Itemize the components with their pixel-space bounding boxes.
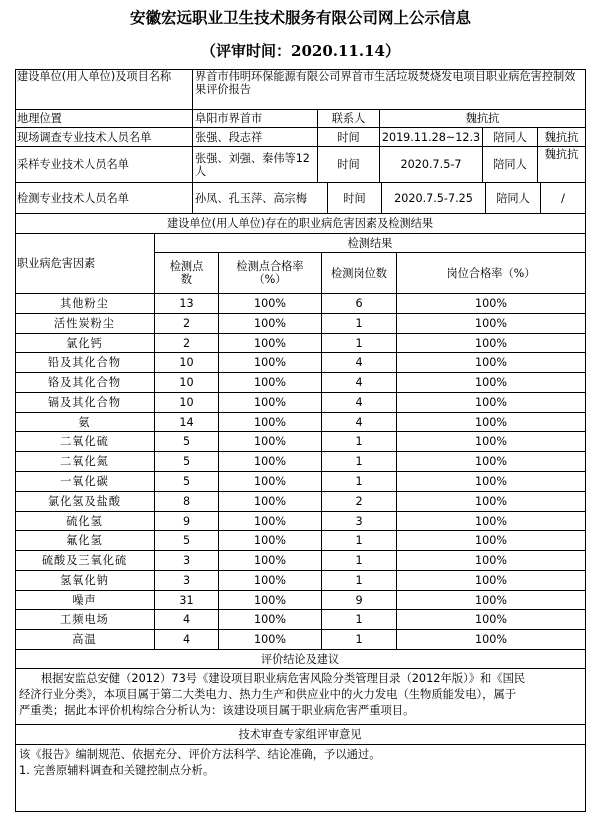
points-cell: 5	[155, 472, 219, 492]
testing-companion: /	[541, 183, 586, 214]
points-cell: 10	[155, 393, 219, 413]
point-rate-cell: 100%	[219, 432, 322, 452]
factor-cell: 噪声	[15, 591, 155, 610]
posts-cell: 1	[322, 531, 397, 551]
testing-names: 孙凤、孔玉萍、高宗梅	[193, 183, 328, 214]
posts-cell: 9	[322, 591, 397, 610]
posts-cell: 1	[322, 630, 397, 650]
post-rate-cell: 100%	[397, 334, 586, 353]
post-rate-cell: 100%	[397, 373, 586, 393]
testing-time: 2020.7.5-7.25	[382, 183, 486, 214]
col-point-rate-header: 检测点合格率（%）	[219, 253, 322, 294]
posts-cell: 3	[322, 512, 397, 531]
conclusion-title: 评价结论及建议	[15, 650, 586, 669]
point-rate-cell: 100%	[219, 294, 322, 314]
col-post-rate-header: 岗位合格率（%）	[397, 253, 586, 294]
review-date: （评审时间：2020.11.14）	[201, 42, 400, 60]
points-cell: 2	[155, 314, 219, 334]
points-cell: 2	[155, 334, 219, 353]
points-cell: 8	[155, 492, 219, 512]
point-rate-cell: 100%	[219, 492, 322, 512]
factor-cell: 高温	[15, 630, 155, 650]
point-rate-cell: 100%	[219, 353, 322, 373]
post-rate-cell: 100%	[397, 591, 586, 610]
point-rate-cell: 100%	[219, 512, 322, 531]
factor-cell: 氟化氢	[15, 531, 155, 551]
points-cell: 14	[155, 413, 219, 432]
factor-cell: 氨	[15, 413, 155, 432]
point-rate-cell: 100%	[219, 531, 322, 551]
points-cell: 5	[155, 531, 219, 551]
points-cell: 4	[155, 630, 219, 650]
posts-cell: 6	[322, 294, 397, 314]
survey-names: 张强、段志祥	[193, 128, 318, 147]
point-rate-cell: 100%	[219, 334, 322, 353]
document-title: 安徽宏远职业卫生技术服务有限公司网上公示信息	[129, 8, 471, 27]
conclusion-text	[15, 669, 586, 725]
factor-cell: 氯化钙	[15, 334, 155, 353]
point-rate-cell: 100%	[219, 413, 322, 432]
posts-cell: 1	[322, 610, 397, 630]
factor-cell: 镉及其化合物	[15, 393, 155, 413]
factor-cell: 铅及其化合物	[15, 353, 155, 373]
survey-companion-label: 陪同人	[483, 128, 538, 147]
post-rate-cell: 100%	[397, 452, 586, 472]
post-rate-cell: 100%	[397, 571, 586, 591]
sampling-companion-label: 陪同人	[483, 147, 538, 183]
survey-label: 现场调查专业技术人员名单	[15, 128, 193, 147]
points-cell: 10	[155, 373, 219, 393]
review-line-1: 该《报告》编制规范、依据充分、评价方法科学、结论准确，予以通过。	[19, 748, 381, 761]
project-value: 界首市伟明环保能源有限公司界首市生活垃圾焚烧发电项目职业病危害控制效果评价报告	[193, 69, 586, 110]
survey-time: 2019.11.28~12.3	[380, 128, 483, 147]
posts-cell: 2	[322, 492, 397, 512]
point-rate-cell: 100%	[219, 591, 322, 610]
post-rate-cell: 100%	[397, 512, 586, 531]
factor-cell: 工频电场	[15, 610, 155, 630]
point-rate-cell: 100%	[219, 630, 322, 650]
post-rate-cell: 100%	[397, 432, 586, 452]
factor-cell: 氯化氢及盐酸	[15, 492, 155, 512]
contact-value: 魏抗抗	[380, 110, 586, 128]
conclusion-line-2: 经济行业分类》，本项目属于第二大类电力、热力生产和供应业中的火力发电（生物质能发电），属于	[19, 688, 517, 701]
testing-label: 检测专业技术人员名单	[15, 183, 193, 214]
review-title: 技术审查专家组评审意见	[15, 725, 586, 745]
posts-cell: 4	[322, 373, 397, 393]
posts-cell: 4	[322, 353, 397, 373]
posts-cell: 1	[322, 551, 397, 571]
contact-label: 联系人	[318, 110, 380, 128]
factor-header: 职业病危害因素	[15, 234, 155, 294]
points-cell: 5	[155, 432, 219, 452]
col-posts-header: 检测岗位数	[322, 253, 397, 294]
posts-cell: 1	[322, 314, 397, 334]
points-cell: 31	[155, 591, 219, 610]
sampling-time: 2020.7.5-7	[380, 147, 483, 183]
points-cell: 13	[155, 294, 219, 314]
point-rate-cell: 100%	[219, 393, 322, 413]
testing-time-label: 时间	[328, 183, 382, 214]
posts-cell: 1	[322, 571, 397, 591]
factor-cell: 硫酸及三氧化硫	[15, 551, 155, 571]
point-rate-cell: 100%	[219, 314, 322, 334]
posts-cell: 1	[322, 452, 397, 472]
factor-cell: 二氧化硫	[15, 432, 155, 452]
review-line-2: 1. 完善原辅料调查和关键控制点分析。	[19, 764, 215, 777]
point-rate-cell: 100%	[219, 472, 322, 492]
info-table	[15, 69, 586, 812]
post-rate-cell: 100%	[397, 610, 586, 630]
points-cell: 9	[155, 512, 219, 531]
posts-cell: 1	[322, 334, 397, 353]
sampling-names: 张强、刘强、秦伟等12人	[193, 147, 318, 183]
point-rate-cell: 100%	[219, 571, 322, 591]
sampling-companion: 魏抗抗	[538, 147, 586, 183]
point-rate-cell: 100%	[219, 610, 322, 630]
survey-companion: 魏抗抗	[538, 128, 586, 147]
results-group-header: 检测结果	[155, 234, 586, 253]
points-cell: 10	[155, 353, 219, 373]
location-value: 阜阳市界首市	[193, 110, 318, 128]
factor-cell: 铬及其化合物	[15, 373, 155, 393]
post-rate-cell: 100%	[397, 531, 586, 551]
factor-cell: 其他粉尘	[15, 294, 155, 314]
post-rate-cell: 100%	[397, 551, 586, 571]
post-rate-cell: 100%	[397, 353, 586, 373]
conclusion-line-3: 严重类；据此本评价机构综合分析认为：该建设项目属于职业病危害严重项目。	[19, 704, 415, 717]
factor-cell: 氢氧化钠	[15, 571, 155, 591]
sampling-time-label: 时间	[318, 147, 380, 183]
points-cell: 3	[155, 571, 219, 591]
review-text	[15, 745, 586, 812]
posts-cell: 1	[322, 432, 397, 452]
col-points-header: 检测点数	[155, 253, 219, 294]
point-rate-cell: 100%	[219, 452, 322, 472]
posts-cell: 4	[322, 413, 397, 432]
point-rate-cell: 100%	[219, 551, 322, 571]
post-rate-cell: 100%	[397, 472, 586, 492]
factor-cell: 二氧化氮	[15, 452, 155, 472]
post-rate-cell: 100%	[397, 294, 586, 314]
location-label: 地理位置	[15, 110, 193, 128]
posts-cell: 1	[322, 472, 397, 492]
post-rate-cell: 100%	[397, 413, 586, 432]
conclusion-line-1: 根据安监总安健（2012）73号《建设项目职业病危害风险分类管理目录（2012年版）》和《国民	[41, 672, 526, 685]
factor-cell: 活性炭粉尘	[15, 314, 155, 334]
sampling-label: 采样专业技术人员名单	[15, 147, 193, 183]
posts-cell: 4	[322, 393, 397, 413]
survey-time-label: 时间	[318, 128, 380, 147]
points-cell: 5	[155, 452, 219, 472]
points-cell: 4	[155, 610, 219, 630]
results-section-title: 建设单位(用人单位)存在的职业病危害因素及检测结果	[15, 214, 586, 234]
post-rate-cell: 100%	[397, 492, 586, 512]
project-label: 建设单位(用人单位)及项目名称	[15, 69, 193, 110]
post-rate-cell: 100%	[397, 314, 586, 334]
post-rate-cell: 100%	[397, 630, 586, 650]
factor-cell: 一氧化碳	[15, 472, 155, 492]
post-rate-cell: 100%	[397, 393, 586, 413]
testing-companion-label: 陪同人	[486, 183, 541, 214]
factor-cell: 硫化氢	[15, 512, 155, 531]
points-cell: 3	[155, 551, 219, 571]
point-rate-cell: 100%	[219, 373, 322, 393]
